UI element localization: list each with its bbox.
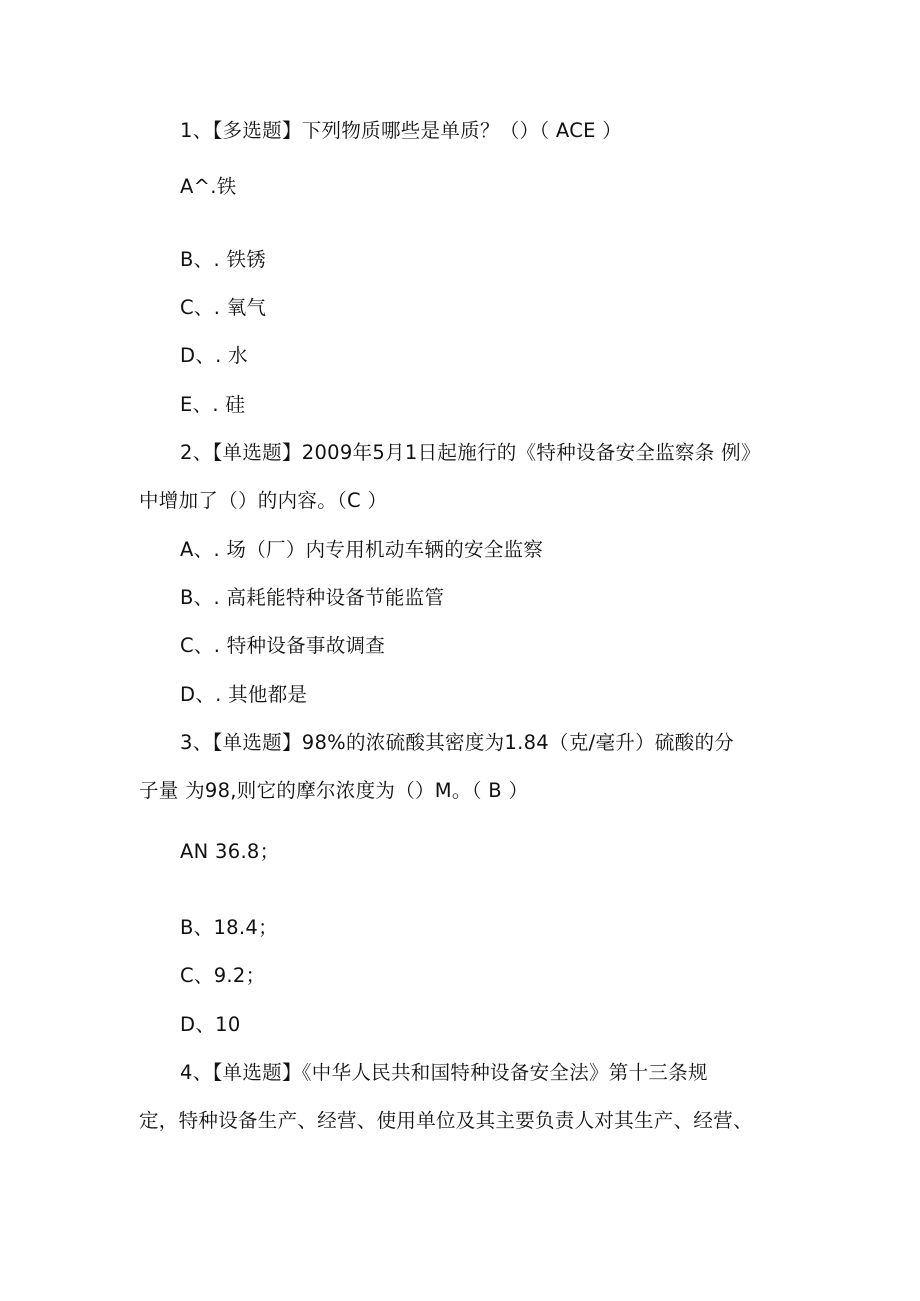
question-3-option-d: D、10 bbox=[180, 1013, 241, 1036]
question-2-option-c: C、. 特种设备事故调查 bbox=[180, 634, 386, 657]
question-2-option-a: A、. 场（厂）内专用机动车辆的安全监察 bbox=[180, 538, 544, 561]
question-4-stem-line-2: 定，特种设备生产、经营、使用单位及其主要负责人对其生产、经营、 bbox=[139, 1109, 753, 1132]
question-1-option-d: D、. 水 bbox=[180, 344, 248, 367]
question-1-option-a: A^.铁 bbox=[180, 175, 237, 198]
question-1-stem: 1、【多选题】下列物质哪些是单质？（）（ ACE ） bbox=[180, 119, 623, 142]
question-2-option-d: D、. 其他都是 bbox=[180, 683, 308, 706]
question-3-option-b: B、18.4； bbox=[180, 916, 278, 939]
question-3-stem-line-1: 3、【单选题】98%的浓硫酸其密度为1.84（克/毫升）硫酸的分 bbox=[180, 731, 735, 754]
question-1-option-e: E、. 硅 bbox=[180, 393, 246, 416]
question-3-option-c: C、9.2； bbox=[180, 964, 266, 987]
question-2-option-b: B、. 高耗能特种设备节能监管 bbox=[180, 586, 445, 609]
question-3-option-a: AN 36.8； bbox=[180, 840, 280, 863]
question-1-option-c: C、. 氧气 bbox=[180, 296, 267, 319]
question-2-stem-line-2: 中增加了（）的内容。（C ） bbox=[139, 489, 388, 512]
question-1-option-b: B、. 铁锈 bbox=[180, 248, 267, 271]
question-4-stem-line-1: 4、【单选题】《中华人民共和国特种设备安全法》第十三条规 bbox=[180, 1061, 708, 1084]
question-2-stem-line-1: 2、【单选题】2009年5月1日起施行的《特种设备安全监察条 例》 bbox=[180, 441, 761, 464]
question-3-stem-line-2: 子量 为98,则它的摩尔浓度为（）M。（ B ） bbox=[139, 779, 529, 802]
